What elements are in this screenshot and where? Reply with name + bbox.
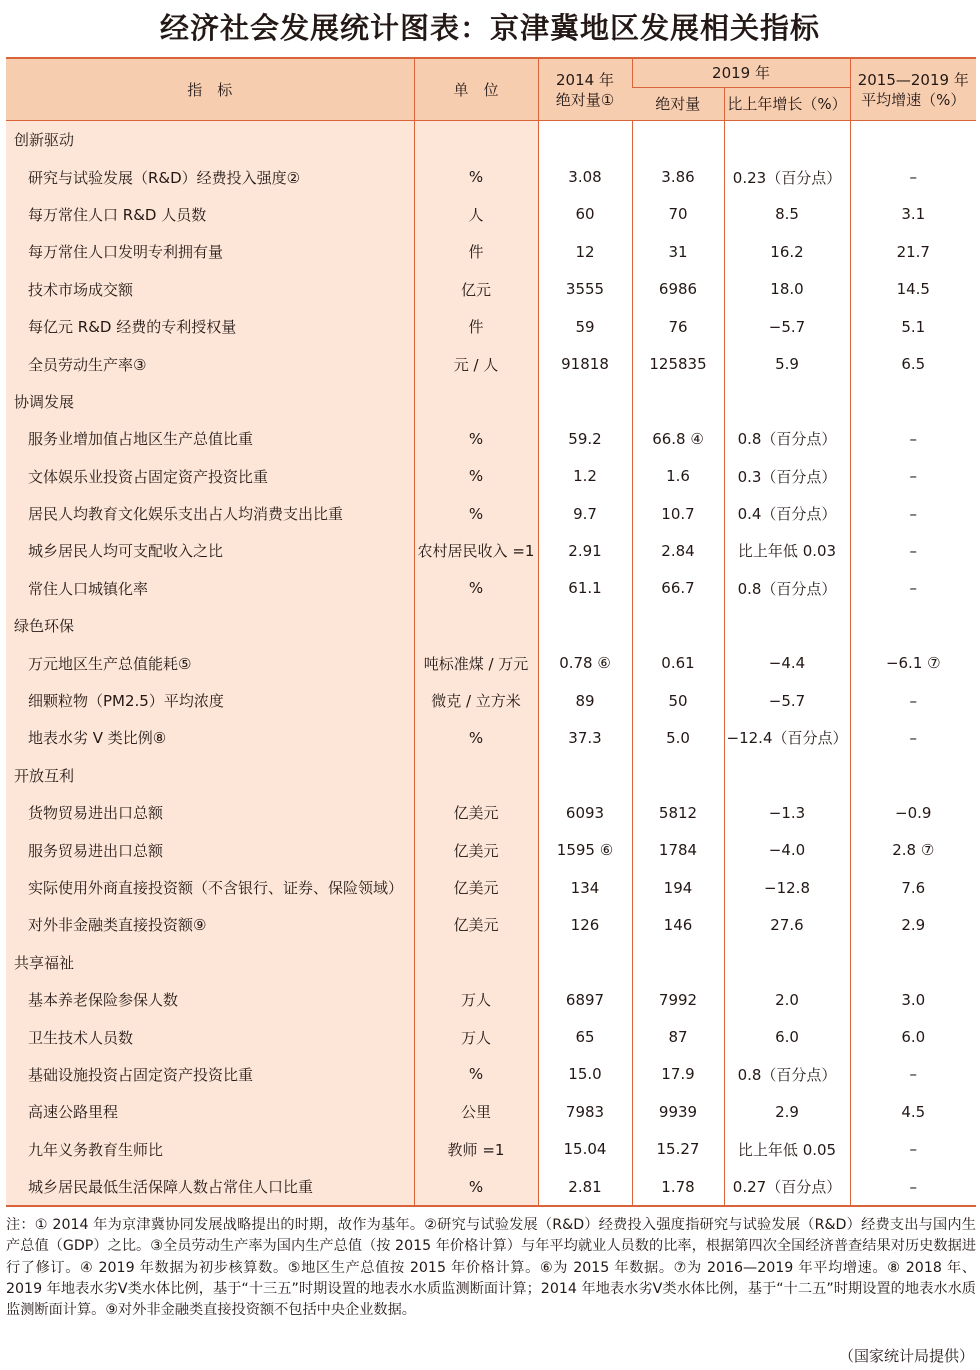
avg-growth-cell: – <box>850 495 976 532</box>
growth-2019-cell: 2.9 <box>724 1093 850 1130</box>
table-row <box>6 794 976 831</box>
section-empty-cell <box>538 121 632 159</box>
section-empty-cell <box>724 121 850 159</box>
section-empty-cell <box>632 757 724 794</box>
table-row <box>6 495 976 532</box>
table-row <box>6 158 976 195</box>
value-2014-cell: 3555 <box>538 271 632 308</box>
value-2019-cell: 2.84 <box>632 532 724 569</box>
avg-growth-cell: 6.5 <box>850 345 976 382</box>
header-unit: 单 位 <box>414 58 538 121</box>
growth-2019-cell: 18.0 <box>724 271 850 308</box>
value-2019-cell: 125835 <box>632 345 724 382</box>
value-2019-cell: 66.7 <box>632 570 724 607</box>
avg-growth-cell: – <box>850 1131 976 1168</box>
section-title: 协调发展 <box>6 383 414 420</box>
growth-2019-cell: 0.4（百分点） <box>724 495 850 532</box>
table-row <box>6 682 976 719</box>
avg-growth-cell: – <box>850 682 976 719</box>
table-row <box>6 420 976 457</box>
section-row <box>6 607 976 644</box>
indicator-cell: 每万常住人口 R&D 人员数 <box>6 196 414 233</box>
value-2014-cell: 6093 <box>538 794 632 831</box>
section-empty-cell <box>414 383 538 420</box>
avg-growth-cell: 7.6 <box>850 869 976 906</box>
table-row <box>6 906 976 943</box>
avg-growth-cell: – <box>850 1056 976 1093</box>
indicator-cell: 基础设施投资占固定资产投资比重 <box>6 1056 414 1093</box>
section-title: 共享福祉 <box>6 944 414 981</box>
indicator-cell: 每亿元 R&D 经费的专利授权量 <box>6 308 414 345</box>
table-row <box>6 1168 976 1206</box>
header-2014-abs: 绝对量① <box>555 90 615 109</box>
unit-cell: % <box>414 158 538 195</box>
avg-growth-cell: – <box>850 420 976 457</box>
avg-growth-cell: 4.5 <box>850 1093 976 1130</box>
value-2019-cell: 10.7 <box>632 495 724 532</box>
value-2014-cell: 0.78 ⑥ <box>538 644 632 681</box>
section-empty-cell <box>850 944 976 981</box>
unit-cell: 亿美元 <box>414 794 538 831</box>
value-2014-cell: 65 <box>538 1018 632 1055</box>
value-2019-cell: 17.9 <box>632 1056 724 1093</box>
header-2019: 2019 年 <box>632 58 850 88</box>
avg-growth-cell: – <box>850 1168 976 1206</box>
header-avg-label: 平均增速（%） <box>861 90 966 109</box>
value-2014-cell: 126 <box>538 906 632 943</box>
unit-cell: 亿美元 <box>414 906 538 943</box>
indicator-cell: 对外非金融类直接投资额⑨ <box>6 906 414 943</box>
section-empty-cell <box>850 121 976 159</box>
table-body <box>6 121 976 1207</box>
section-empty-cell <box>632 383 724 420</box>
unit-cell: % <box>414 1056 538 1093</box>
indicator-cell: 每万常住人口发明专利拥有量 <box>6 233 414 270</box>
section-title: 绿色环保 <box>6 607 414 644</box>
section-empty-cell <box>414 757 538 794</box>
growth-2019-cell: −12.4（百分点） <box>724 719 850 756</box>
growth-2019-cell: −5.7 <box>724 308 850 345</box>
header-2014-year: 2014 年 <box>556 70 614 89</box>
growth-2019-cell: −4.0 <box>724 831 850 868</box>
value-2014-cell: 2.91 <box>538 532 632 569</box>
growth-2019-cell: 比上年低 0.05 <box>724 1131 850 1168</box>
table-row <box>6 458 976 495</box>
unit-cell: 亿元 <box>414 271 538 308</box>
section-row <box>6 383 976 420</box>
section-title: 创新驱动 <box>6 121 414 159</box>
avg-growth-cell: – <box>850 719 976 756</box>
growth-2019-cell: 27.6 <box>724 906 850 943</box>
growth-2019-cell: 0.8（百分点） <box>724 420 850 457</box>
unit-cell: % <box>414 1168 538 1206</box>
section-empty-cell <box>538 607 632 644</box>
table-row <box>6 308 976 345</box>
growth-2019-cell: −1.3 <box>724 794 850 831</box>
value-2014-cell: 1595 ⑥ <box>538 831 632 868</box>
header-2019-abs: 绝对量 <box>632 88 724 121</box>
indicator-cell: 九年义务教育生师比 <box>6 1131 414 1168</box>
growth-2019-cell: 8.5 <box>724 196 850 233</box>
growth-2019-cell: 5.9 <box>724 345 850 382</box>
page-title: 经济社会发展统计图表：京津冀地区发展相关指标 <box>159 11 820 45</box>
unit-cell: 亿美元 <box>414 869 538 906</box>
section-empty-cell <box>724 757 850 794</box>
indicator-cell: 卫生技术人员数 <box>6 1018 414 1055</box>
table-row <box>6 644 976 681</box>
value-2014-cell: 37.3 <box>538 719 632 756</box>
indicator-cell: 细颗粒物（PM2.5）平均浓度 <box>6 682 414 719</box>
unit-cell: % <box>414 420 538 457</box>
value-2014-cell: 7983 <box>538 1093 632 1130</box>
value-2014-cell: 2.81 <box>538 1168 632 1206</box>
unit-cell: 亿美元 <box>414 831 538 868</box>
value-2019-cell: 0.61 <box>632 644 724 681</box>
table-row <box>6 869 976 906</box>
indicator-cell: 城乡居民最低生活保障人数占常住人口比重 <box>6 1168 414 1206</box>
unit-cell: 吨标准煤 / 万元 <box>414 644 538 681</box>
growth-2019-cell: 16.2 <box>724 233 850 270</box>
unit-cell: % <box>414 458 538 495</box>
table-row <box>6 981 976 1018</box>
avg-growth-cell: – <box>850 158 976 195</box>
growth-2019-cell: −5.7 <box>724 682 850 719</box>
value-2014-cell: 89 <box>538 682 632 719</box>
growth-2019-cell: 0.8（百分点） <box>724 570 850 607</box>
value-2014-cell: 6897 <box>538 981 632 1018</box>
section-empty-cell <box>538 383 632 420</box>
section-empty-cell <box>414 121 538 159</box>
table-row <box>6 1018 976 1055</box>
indicator-cell: 全员劳动生产率③ <box>6 345 414 382</box>
section-row <box>6 757 976 794</box>
growth-2019-cell: 0.23（百分点） <box>724 158 850 195</box>
table-row <box>6 1056 976 1093</box>
indicator-cell: 研究与试验发展（R&D）经费投入强度② <box>6 158 414 195</box>
value-2014-cell: 59.2 <box>538 420 632 457</box>
section-empty-cell <box>850 757 976 794</box>
avg-growth-cell: 2.8 ⑦ <box>850 831 976 868</box>
section-empty-cell <box>850 607 976 644</box>
value-2014-cell: 1.2 <box>538 458 632 495</box>
value-2019-cell: 87 <box>632 1018 724 1055</box>
value-2019-cell: 1.6 <box>632 458 724 495</box>
section-empty-cell <box>538 944 632 981</box>
unit-cell: 公里 <box>414 1093 538 1130</box>
indicator-cell: 服务贸易进出口总额 <box>6 831 414 868</box>
unit-cell: 万人 <box>414 1018 538 1055</box>
value-2019-cell: 194 <box>632 869 724 906</box>
source-credit: （国家统计局提供） <box>838 1347 974 1365</box>
value-2019-cell: 31 <box>632 233 724 270</box>
section-empty-cell <box>414 944 538 981</box>
avg-growth-cell: 21.7 <box>850 233 976 270</box>
indicator-cell: 万元地区生产总值能耗⑤ <box>6 644 414 681</box>
value-2014-cell: 9.7 <box>538 495 632 532</box>
indicator-cell: 高速公路里程 <box>6 1093 414 1130</box>
growth-2019-cell: −12.8 <box>724 869 850 906</box>
avg-growth-cell: 14.5 <box>850 271 976 308</box>
unit-cell: 元 / 人 <box>414 345 538 382</box>
value-2019-cell: 76 <box>632 308 724 345</box>
table-row <box>6 532 976 569</box>
indicator-cell: 货物贸易进出口总额 <box>6 794 414 831</box>
value-2019-cell: 5812 <box>632 794 724 831</box>
value-2019-cell: 70 <box>632 196 724 233</box>
unit-cell: 教师 =1 <box>414 1131 538 1168</box>
header-2019-growth: 比上年增长（%） <box>724 88 850 121</box>
section-empty-cell <box>632 121 724 159</box>
table-row <box>6 1093 976 1130</box>
value-2019-cell: 1784 <box>632 831 724 868</box>
indicator-cell: 服务业增加值占地区生产总值比重 <box>6 420 414 457</box>
avg-growth-cell: −6.1 ⑦ <box>850 644 976 681</box>
avg-growth-cell: −0.9 <box>850 794 976 831</box>
unit-cell: 农村居民收入 =1 <box>414 532 538 569</box>
value-2014-cell: 91818 <box>538 345 632 382</box>
growth-2019-cell: 比上年低 0.03 <box>724 532 850 569</box>
indicator-cell: 常住人口城镇化率 <box>6 570 414 607</box>
avg-growth-cell: – <box>850 570 976 607</box>
avg-growth-cell: 6.0 <box>850 1018 976 1055</box>
avg-growth-cell: – <box>850 532 976 569</box>
unit-cell: % <box>414 570 538 607</box>
table-row <box>6 196 976 233</box>
unit-cell: 件 <box>414 233 538 270</box>
value-2014-cell: 15.04 <box>538 1131 632 1168</box>
value-2019-cell: 50 <box>632 682 724 719</box>
indicator-cell: 基本养老保险参保人数 <box>6 981 414 1018</box>
section-title: 开放互利 <box>6 757 414 794</box>
growth-2019-cell: 6.0 <box>724 1018 850 1055</box>
header-2014 <box>538 58 632 121</box>
section-empty-cell <box>414 607 538 644</box>
growth-2019-cell: 2.0 <box>724 981 850 1018</box>
growth-2019-cell: 0.3（百分点） <box>724 458 850 495</box>
avg-growth-cell: 2.9 <box>850 906 976 943</box>
value-2014-cell: 134 <box>538 869 632 906</box>
value-2019-cell: 9939 <box>632 1093 724 1130</box>
indicator-cell: 城乡居民人均可支配收入之比 <box>6 532 414 569</box>
section-empty-cell <box>632 607 724 644</box>
value-2014-cell: 12 <box>538 233 632 270</box>
avg-growth-cell: – <box>850 458 976 495</box>
growth-2019-cell: 0.27（百分点） <box>724 1168 850 1206</box>
unit-cell: % <box>414 719 538 756</box>
value-2019-cell: 7992 <box>632 981 724 1018</box>
section-empty-cell <box>850 383 976 420</box>
avg-growth-cell: 5.1 <box>850 308 976 345</box>
section-row <box>6 121 976 159</box>
avg-growth-cell: 3.1 <box>850 196 976 233</box>
avg-growth-cell: 3.0 <box>850 981 976 1018</box>
indicator-cell: 居民人均教育文化娱乐支出占人均消费支出比重 <box>6 495 414 532</box>
table-row <box>6 1131 976 1168</box>
indicator-cell: 文体娱乐业投资占固定资产投资比重 <box>6 458 414 495</box>
table-row <box>6 271 976 308</box>
unit-cell: 人 <box>414 196 538 233</box>
section-empty-cell <box>538 757 632 794</box>
value-2019-cell: 66.8 ④ <box>632 420 724 457</box>
section-empty-cell <box>724 944 850 981</box>
value-2019-cell: 6986 <box>632 271 724 308</box>
value-2014-cell: 61.1 <box>538 570 632 607</box>
section-empty-cell <box>632 944 724 981</box>
indicator-cell: 实际使用外商直接投资额（不含银行、证券、保险领域） <box>6 869 414 906</box>
value-2019-cell: 146 <box>632 906 724 943</box>
unit-cell: 万人 <box>414 981 538 1018</box>
value-2019-cell: 5.0 <box>632 719 724 756</box>
value-2019-cell: 1.78 <box>632 1168 724 1206</box>
header-indicator: 指 标 <box>6 58 414 121</box>
header-avg-years: 2015—2019 年 <box>857 70 969 89</box>
unit-cell: 微克 / 立方米 <box>414 682 538 719</box>
unit-cell: 件 <box>414 308 538 345</box>
table-row <box>6 831 976 868</box>
growth-2019-cell: −4.4 <box>724 644 850 681</box>
table-row <box>6 719 976 756</box>
value-2014-cell: 59 <box>538 308 632 345</box>
table-row <box>6 233 976 270</box>
growth-2019-cell: 0.8（百分点） <box>724 1056 850 1093</box>
table-row <box>6 345 976 382</box>
footnotes: 注：① 2014 年为京津冀协同发展战略提出的时期，故作为基年。②研究与试验发展（R&D）经费投入强度指研究与试验发展（R&D）经费支出与国内生产总值（GDP）之比。③全员劳动生产率为国内生产总值（按 2015 年价格计算）与年平均就业人员数的比率，根据第四次全国经济普查结果对历史数据进行了修订。④ 2019 年数据为初步核算数。⑤地区生产总值按 2015 年价格计算。⑥为 2015 年数据。⑦为 2016—2019 年平均增速。⑧ 2018 年、2019 年地表水劣V类水体比例，基于“十三五”时期设置的地表水水质监测断面计算；2014 年地表水劣V类水体比例，基于“十二五”时期设置的地表水水质监测断面计算。⑨对外非金融类直接投资额不包括中央企业数据。 <box>6 1217 976 1319</box>
indicators-table <box>6 57 976 1207</box>
value-2014-cell: 15.0 <box>538 1056 632 1093</box>
unit-cell: % <box>414 495 538 532</box>
table-row <box>6 570 976 607</box>
section-empty-cell <box>724 607 850 644</box>
value-2019-cell: 3.86 <box>632 158 724 195</box>
value-2019-cell: 15.27 <box>632 1131 724 1168</box>
header-avg <box>850 58 976 121</box>
indicator-cell: 技术市场成交额 <box>6 271 414 308</box>
section-row <box>6 944 976 981</box>
section-empty-cell <box>724 383 850 420</box>
value-2014-cell: 60 <box>538 196 632 233</box>
indicator-cell: 地表水劣 V 类比例⑧ <box>6 719 414 756</box>
value-2014-cell: 3.08 <box>538 158 632 195</box>
